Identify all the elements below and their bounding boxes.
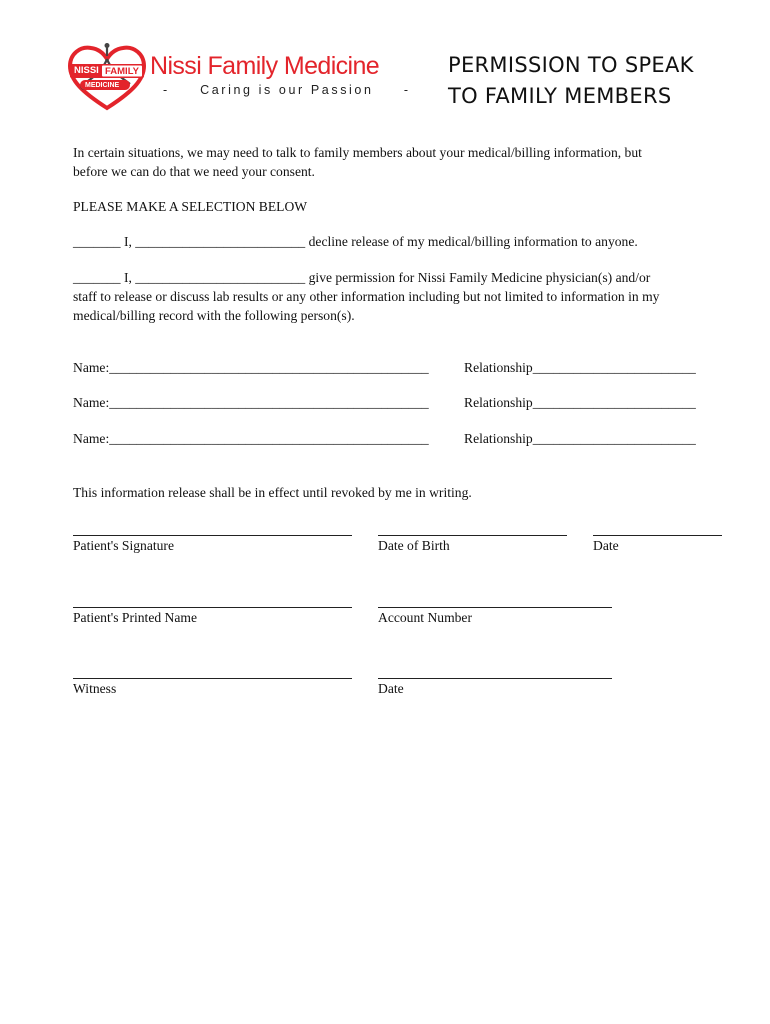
decline-option[interactable]: _______ I, _________________________ decline release of my medical/billing information to anyone. [73, 234, 638, 249]
selection-heading: PLEASE MAKE A SELECTION BELOW [73, 199, 308, 214]
patient-signature-label: Patient's Signature [73, 538, 174, 553]
account-number-label: Account Number [378, 610, 472, 625]
brand-name: Nissi Family Medicine [150, 52, 380, 80]
intro-line-2: before we can do that we need your consent. [73, 164, 315, 179]
person-name-field-1[interactable]: Name:_______________________________________________ [73, 360, 429, 375]
document-title [448, 50, 748, 112]
witness-label: Witness [73, 681, 117, 696]
person-relationship-field-2[interactable]: Relationship________________________ [464, 395, 696, 410]
brand-tagline: - Caring is our Passion - [163, 83, 411, 97]
validity-note: This information release shall be in effect until revoked by me in writing. [73, 485, 472, 500]
permission-line-1: _______ I, _________________________ give permission for Nissi Family Medicine physician(s) and/or [73, 270, 651, 285]
date-label-1: Date [593, 538, 619, 553]
document-title-line-1: PERMISSION TO SPEAK [448, 53, 694, 77]
logo-badge-text-family: FAMILY [105, 65, 139, 77]
date-of-birth-label: Date of Birth [378, 538, 450, 553]
person-name-field-2[interactable]: Name:_______________________________________________ [73, 395, 429, 410]
printed-name-label: Patient's Printed Name [73, 610, 198, 625]
logo-badge-text-medicine: MEDICINE [85, 81, 120, 89]
person-relationship-field-3[interactable]: Relationship________________________ [464, 431, 696, 446]
document-title-line-2: TO FAMILY MEMBERS [448, 84, 672, 108]
intro-line-1: In certain situations, we may need to talk to family members about your medical/billing information, but [73, 145, 642, 160]
date-line-2[interactable] [378, 678, 612, 679]
intro-paragraph [73, 143, 733, 181]
permission-option[interactable] [73, 268, 733, 325]
heart-stethoscope-icon [62, 42, 152, 114]
logo-badge-text-nissi: NISSI [74, 65, 99, 76]
person-relationship-field-1[interactable]: Relationship________________________ [464, 360, 696, 375]
person-name-field-3[interactable]: Name:_______________________________________________ [73, 431, 429, 446]
permission-line-3: medical/billing record with the following person(s). [73, 308, 355, 323]
date-label-2: Date [378, 681, 404, 696]
permission-line-2: staff to release or discuss lab results or any other information including but not limited to information in my [73, 289, 660, 304]
